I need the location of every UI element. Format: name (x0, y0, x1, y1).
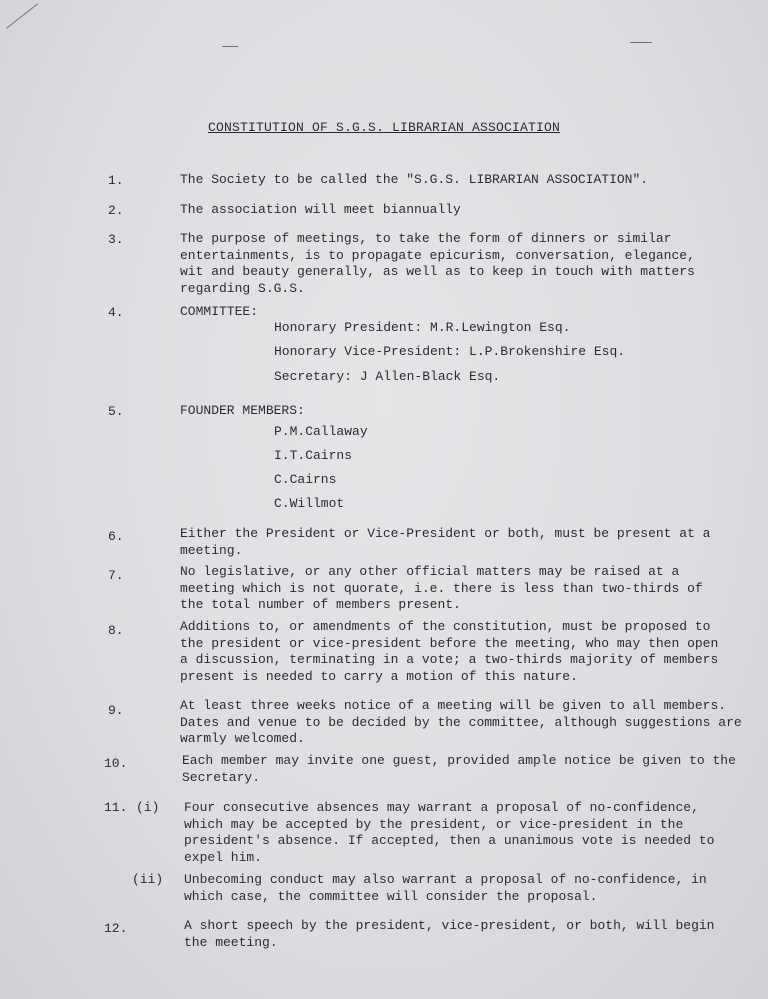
item-text: Unbecoming conduct may also warrant a proposal of no-confidence, in which case, the committee will consider the proposal. (184, 872, 707, 904)
item-number: 11. (104, 800, 128, 815)
founder-member: I.T.Cairns (274, 448, 353, 463)
item-number: 12. (104, 921, 128, 936)
item-number: 6. (108, 529, 124, 544)
item-number: 9. (108, 703, 124, 718)
page-title: CONSTITUTION OF S.G.S. LIBRARIAN ASSOCIATION (207, 120, 561, 135)
item-text: The purpose of meetings, to take the form of dinners or similar entertainments, is to propagate epicurism, conversation, elegance, wit and beauty generally, as well as to keep in touch with matters regarding S.G.S. (180, 231, 695, 296)
item-subnumber: (ii) (132, 872, 164, 887)
item-number: 1. (108, 173, 124, 188)
dash-mark-right (630, 42, 652, 43)
item-number: 7. (108, 568, 124, 583)
item-subnumber: (i) (136, 800, 160, 815)
committee-line: Honorary President: M.R.Lewington Esq. (274, 320, 571, 335)
item-number: 4. (108, 305, 124, 320)
committee-line: Secretary: J Allen-Black Esq. (274, 369, 501, 384)
item-number: 2. (108, 203, 124, 218)
item-text: The Society to be called the "S.G.S. LIBRARIAN ASSOCIATION". (180, 172, 649, 187)
item-number: 5. (108, 404, 124, 419)
item-text: Additions to, or amendments of the constitution, must be proposed to the president or vice-president before the meeting, who may then open a discussion, terminating in a vote; a two-thirds majority of members present is needed to carry a motion of this nature. (180, 619, 719, 684)
founder-member: C.Willmot (274, 496, 345, 511)
dash-mark-left (222, 46, 238, 47)
item-text: At least three weeks notice of a meeting will be given to all members. Dates and venue to be decided by the committee, although suggestions are warmly welcomed. (180, 698, 742, 746)
item-number: 10. (104, 756, 128, 771)
item-text: Four consecutive absences may warrant a proposal of no-confidence, which may be accepted by the president, or vice-president in the president's absence. If accepted, then a unanimous vote is needed to expel him. (184, 800, 715, 865)
item-text: FOUNDER MEMBERS: (180, 403, 305, 418)
committee-line: Honorary Vice-President: L.P.Brokenshire Esq. (274, 344, 626, 359)
item-number: 8. (108, 623, 124, 638)
item-text: A short speech by the president, vice-president, or both, will begin the meeting. (184, 918, 715, 950)
item-number: 3. (108, 232, 124, 247)
pencil-mark (6, 3, 38, 28)
item-text: No legislative, or any other official matters may be raised at a meeting which is not quorate, i.e. there is less than two-thirds of the total number of members present. (180, 564, 703, 612)
item-text: Each member may invite one guest, provided ample notice be given to the Secretary. (182, 753, 736, 785)
founder-member: C.Cairns (274, 472, 337, 487)
item-text: The association will meet biannually (180, 202, 461, 217)
item-text: COMMITTEE: (180, 304, 259, 319)
founder-member: P.M.Callaway (274, 424, 368, 439)
item-text: Either the President or Vice-President or both, must be present at a meeting. (180, 526, 711, 558)
